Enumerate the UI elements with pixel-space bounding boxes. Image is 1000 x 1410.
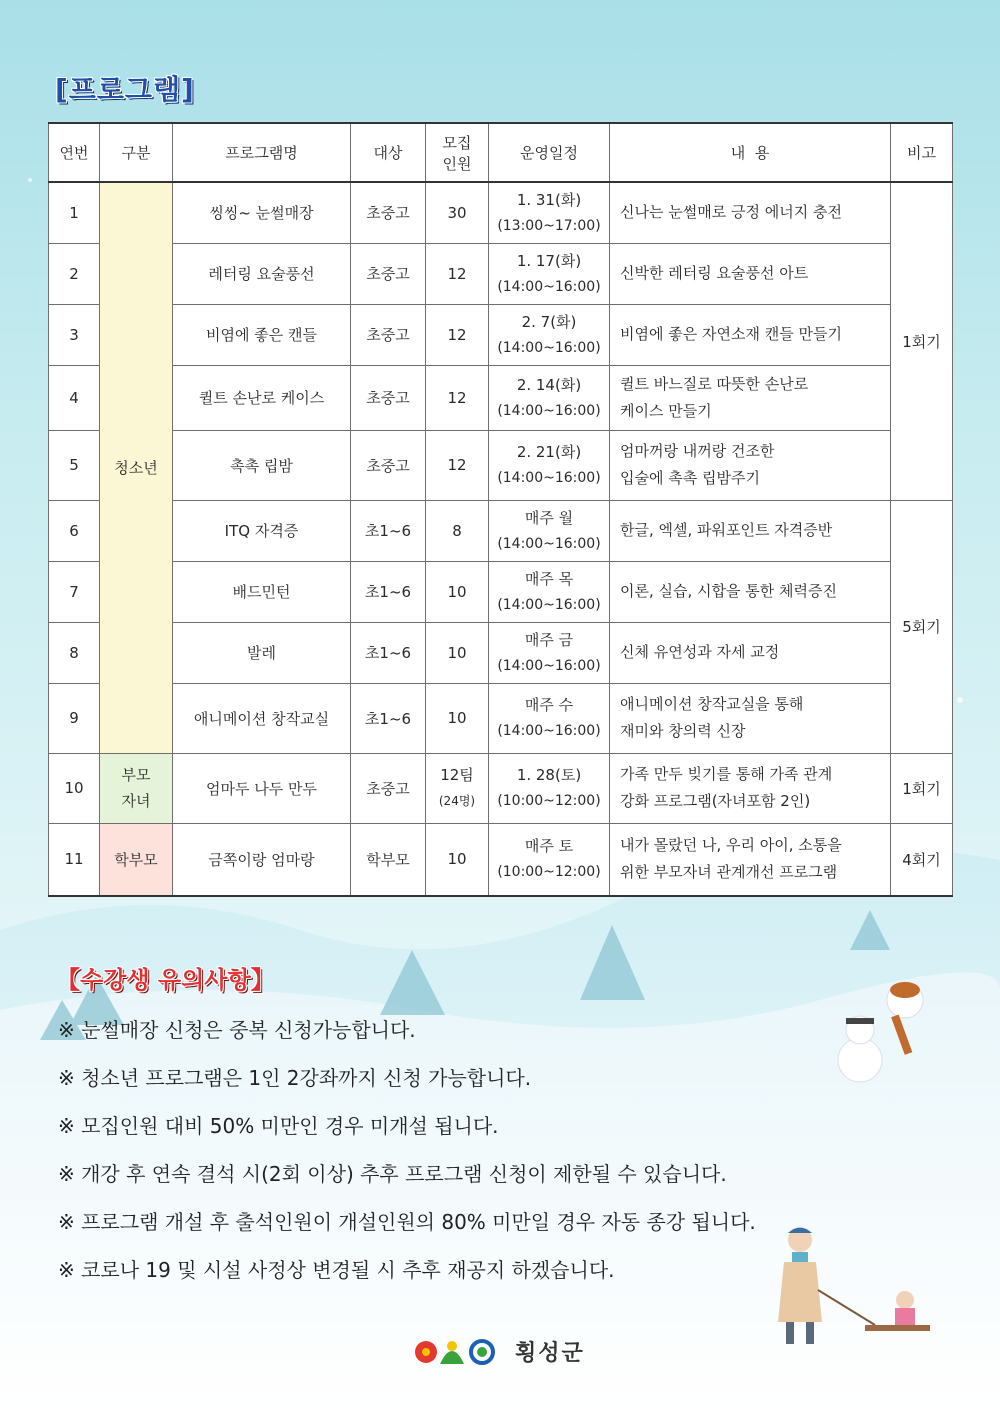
- header-note: 비고: [891, 123, 953, 182]
- table-row: 10 부모 자녀 엄마두 나두 만두 초중고 12팀 (24명) 1. 28(토) (10:00~12:00) 가족 만두 빚기를 통해 가족 관계 강화 프로그램(자녀포함 2인) 1회기: [49, 753, 953, 823]
- notice-item: ※ 개강 후 연속 결석 시(2회 이상) 추후 프로그램 신청이 제한될 수 있습니다.: [58, 1162, 727, 1186]
- table-header-row: [49, 123, 953, 182]
- category-parent-child: 부모 자녀: [100, 753, 173, 823]
- org-name: 횡성군: [515, 1341, 585, 1366]
- header-name: 프로그램명: [173, 123, 351, 182]
- notice-item: ※ 코로나 19 및 시설 사정상 변경될 시 추후 재공지 하겠습니다.: [58, 1258, 615, 1282]
- header-recruit: 모집 인원: [426, 123, 489, 182]
- notice-title: 【수강생 유의사항】: [56, 966, 275, 994]
- header-category: 구분: [100, 123, 173, 182]
- table-row: 11 학부모 금쪽이랑 엄마랑 학부모 10 매주 토 (10:00~12:00) 내가 몰랐던 나, 우리 아이, 소통을 위한 부모자녀 관계개선 프로그램 4회기: [49, 823, 953, 896]
- header-content: 내 용: [610, 123, 891, 182]
- program-table: [48, 122, 953, 897]
- table-row: 1 청소년 씽씽~ 눈썰매장 초중고 30 1. 31(화) (13:00~17:00) 신나는 눈썰매로 긍정 에너지 충전 1회기: [49, 182, 953, 243]
- category-parent: 학부모: [100, 823, 173, 896]
- table-row: 8 발레 초1~6 10 매주 금 (14:00~16:00) 신체 유연성과 자세 교정: [49, 622, 953, 683]
- table-row: 3 비염에 좋은 캔들 초중고 12 2. 7(화) (14:00~16:00) 비염에 좋은 자연소재 캔들 만들기: [49, 304, 953, 365]
- note-five: 5회기: [891, 500, 953, 753]
- note-once-a: 1회기: [891, 182, 953, 500]
- page-title: [프로그램]: [55, 73, 195, 106]
- table-row: 7 배드민턴 초1~6 10 매주 목 (14:00~16:00) 이론, 실습, 시합을 통한 체력증진: [49, 561, 953, 622]
- table-row: 4 퀼트 손난로 케이스 초중고 12 2. 14(화) (14:00~16:00) 퀼트 바느질로 따뜻한 손난로 케이스 만들기: [49, 365, 953, 430]
- category-youth: 청소년: [100, 182, 173, 753]
- table-row: 6 ITQ 자격증 초1~6 8 매주 월 (14:00~16:00) 한글, 엑셀, 파워포인트 자격증반 5회기: [49, 500, 953, 561]
- table-row: 2 레터링 요술풍선 초중고 12 1. 17(화) (14:00~16:00) 신박한 레터링 요술풍선 아트: [49, 243, 953, 304]
- header-schedule: 운영일정: [489, 123, 610, 182]
- note-once-b: 1회기: [891, 753, 953, 823]
- notice-item: ※ 청소년 프로그램은 1인 2강좌까지 신청 가능합니다.: [58, 1066, 532, 1090]
- notice-list: [58, 1008, 756, 1296]
- table-row: 9 애니메이션 창작교실 초1~6 10 매주 수 (14:00~16:00) 애니메이션 창작교실을 통해 재미와 창의력 신장: [49, 683, 953, 753]
- note-four: 4회기: [891, 823, 953, 896]
- header-no: 연번: [49, 123, 100, 182]
- notice-item: ※ 프로그램 개설 후 출석인원이 개설인원의 80% 미만일 경우 자동 종강 됩니다.: [58, 1210, 756, 1234]
- table-row: 5 촉촉 립밤 초중고 12 2. 21(화) (14:00~16:00) 엄마꺼랑 내꺼랑 건조한 입술에 촉촉 립밤주기: [49, 430, 953, 500]
- notice-item: ※ 눈썰매장 신청은 중복 신청가능합니다.: [58, 1018, 416, 1042]
- header-target: 대상: [351, 123, 426, 182]
- notice-item: ※ 모집인원 대비 50% 미만인 경우 미개설 됩니다.: [58, 1114, 499, 1138]
